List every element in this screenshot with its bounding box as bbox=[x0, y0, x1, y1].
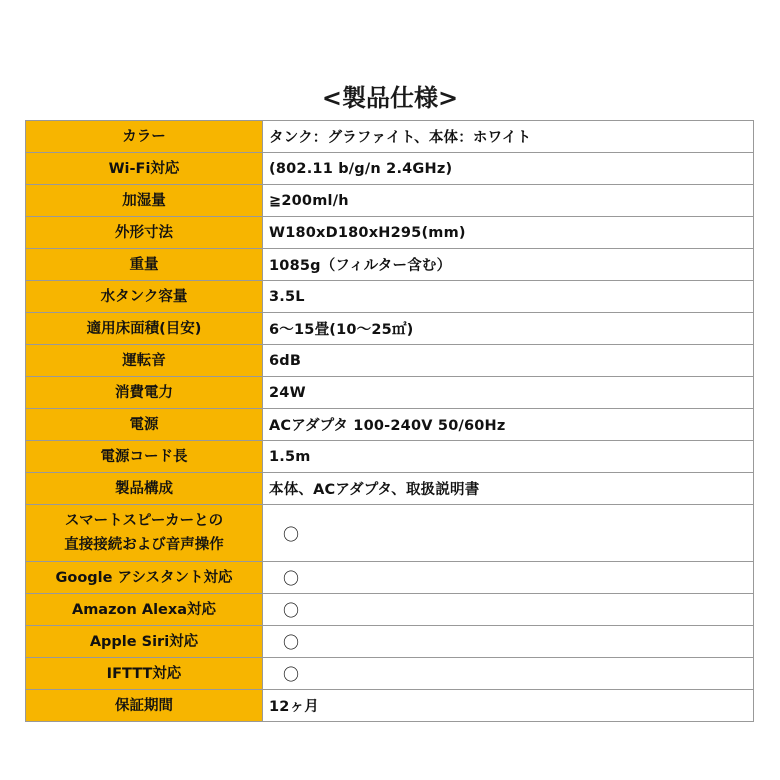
table-row bbox=[26, 473, 754, 505]
row-label-google-assistant: Google アシスタント対応 bbox=[26, 562, 263, 594]
row-value-color: タンク：グラファイト、本体：ホワイト bbox=[263, 121, 754, 153]
row-value-wifi: (802.11 b/g/n 2.4GHz) bbox=[263, 153, 754, 185]
table-row bbox=[26, 185, 754, 217]
table-row bbox=[26, 153, 754, 185]
spec-table bbox=[25, 120, 754, 722]
row-value-contents: 本体、ACアダプタ、取扱説明書 bbox=[263, 473, 754, 505]
row-label-siri: Apple Siri対応 bbox=[26, 626, 263, 658]
row-label-ifttt: IFTTT対応 bbox=[26, 658, 263, 690]
row-label-color: カラー bbox=[26, 121, 263, 153]
row-value-cord-length: 1.5m bbox=[263, 441, 754, 473]
row-value-ifttt: 〇 bbox=[263, 658, 754, 690]
row-value-alexa: 〇 bbox=[263, 594, 754, 626]
table-row bbox=[26, 281, 754, 313]
row-value-power: 24W bbox=[263, 377, 754, 409]
row-label-floor-area: 適用床面積(目安) bbox=[26, 313, 263, 345]
row-value-floor-area: 6～15畳(10～25㎡) bbox=[263, 313, 754, 345]
row-label-smart-speaker bbox=[26, 505, 263, 562]
table-row bbox=[26, 626, 754, 658]
table-row bbox=[26, 562, 754, 594]
table-row bbox=[26, 690, 754, 722]
row-label-warranty: 保証期間 bbox=[26, 690, 263, 722]
row-value-smart-speaker: 〇 bbox=[263, 505, 754, 562]
table-row bbox=[26, 409, 754, 441]
row-label-humidify: 加湿量 bbox=[26, 185, 263, 217]
table-row bbox=[26, 377, 754, 409]
row-label-dimensions: 外形寸法 bbox=[26, 217, 263, 249]
row-label-alexa: Amazon Alexa対応 bbox=[26, 594, 263, 626]
row-label-weight: 重量 bbox=[26, 249, 263, 281]
row-value-humidify: ≧200ml/h bbox=[263, 185, 754, 217]
row-label-power: 消費電力 bbox=[26, 377, 263, 409]
table-row bbox=[26, 658, 754, 690]
table-row bbox=[26, 249, 754, 281]
table-row bbox=[26, 441, 754, 473]
row-label-smart-speaker-line2: 直接接続および音声操作 bbox=[64, 537, 224, 553]
row-label-power-source: 電源 bbox=[26, 409, 263, 441]
row-label-smart-speaker-line1: スマートスピーカーとの bbox=[64, 513, 224, 529]
row-label-cord-length: 電源コード長 bbox=[26, 441, 263, 473]
row-value-weight: 1085g（フィルター含む） bbox=[263, 249, 754, 281]
row-value-google-assistant: 〇 bbox=[263, 562, 754, 594]
table-row bbox=[26, 345, 754, 377]
table-row bbox=[26, 594, 754, 626]
row-value-power-source: ACアダプタ 100-240V 50/60Hz bbox=[263, 409, 754, 441]
table-row bbox=[26, 505, 754, 562]
page-title: <製品仕様> bbox=[321, 84, 459, 112]
row-label-wifi: Wi-Fi対応 bbox=[26, 153, 263, 185]
row-value-warranty: 12ヶ月 bbox=[263, 690, 754, 722]
row-value-noise: 6dB bbox=[263, 345, 754, 377]
table-row bbox=[26, 313, 754, 345]
row-value-siri: 〇 bbox=[263, 626, 754, 658]
table-row bbox=[26, 121, 754, 153]
row-label-contents: 製品構成 bbox=[26, 473, 263, 505]
row-label-noise: 運転音 bbox=[26, 345, 263, 377]
row-value-tank: 3.5L bbox=[263, 281, 754, 313]
table-row bbox=[26, 217, 754, 249]
row-value-dimensions: W180xD180xH295(mm) bbox=[263, 217, 754, 249]
row-label-tank: 水タンク容量 bbox=[26, 281, 263, 313]
